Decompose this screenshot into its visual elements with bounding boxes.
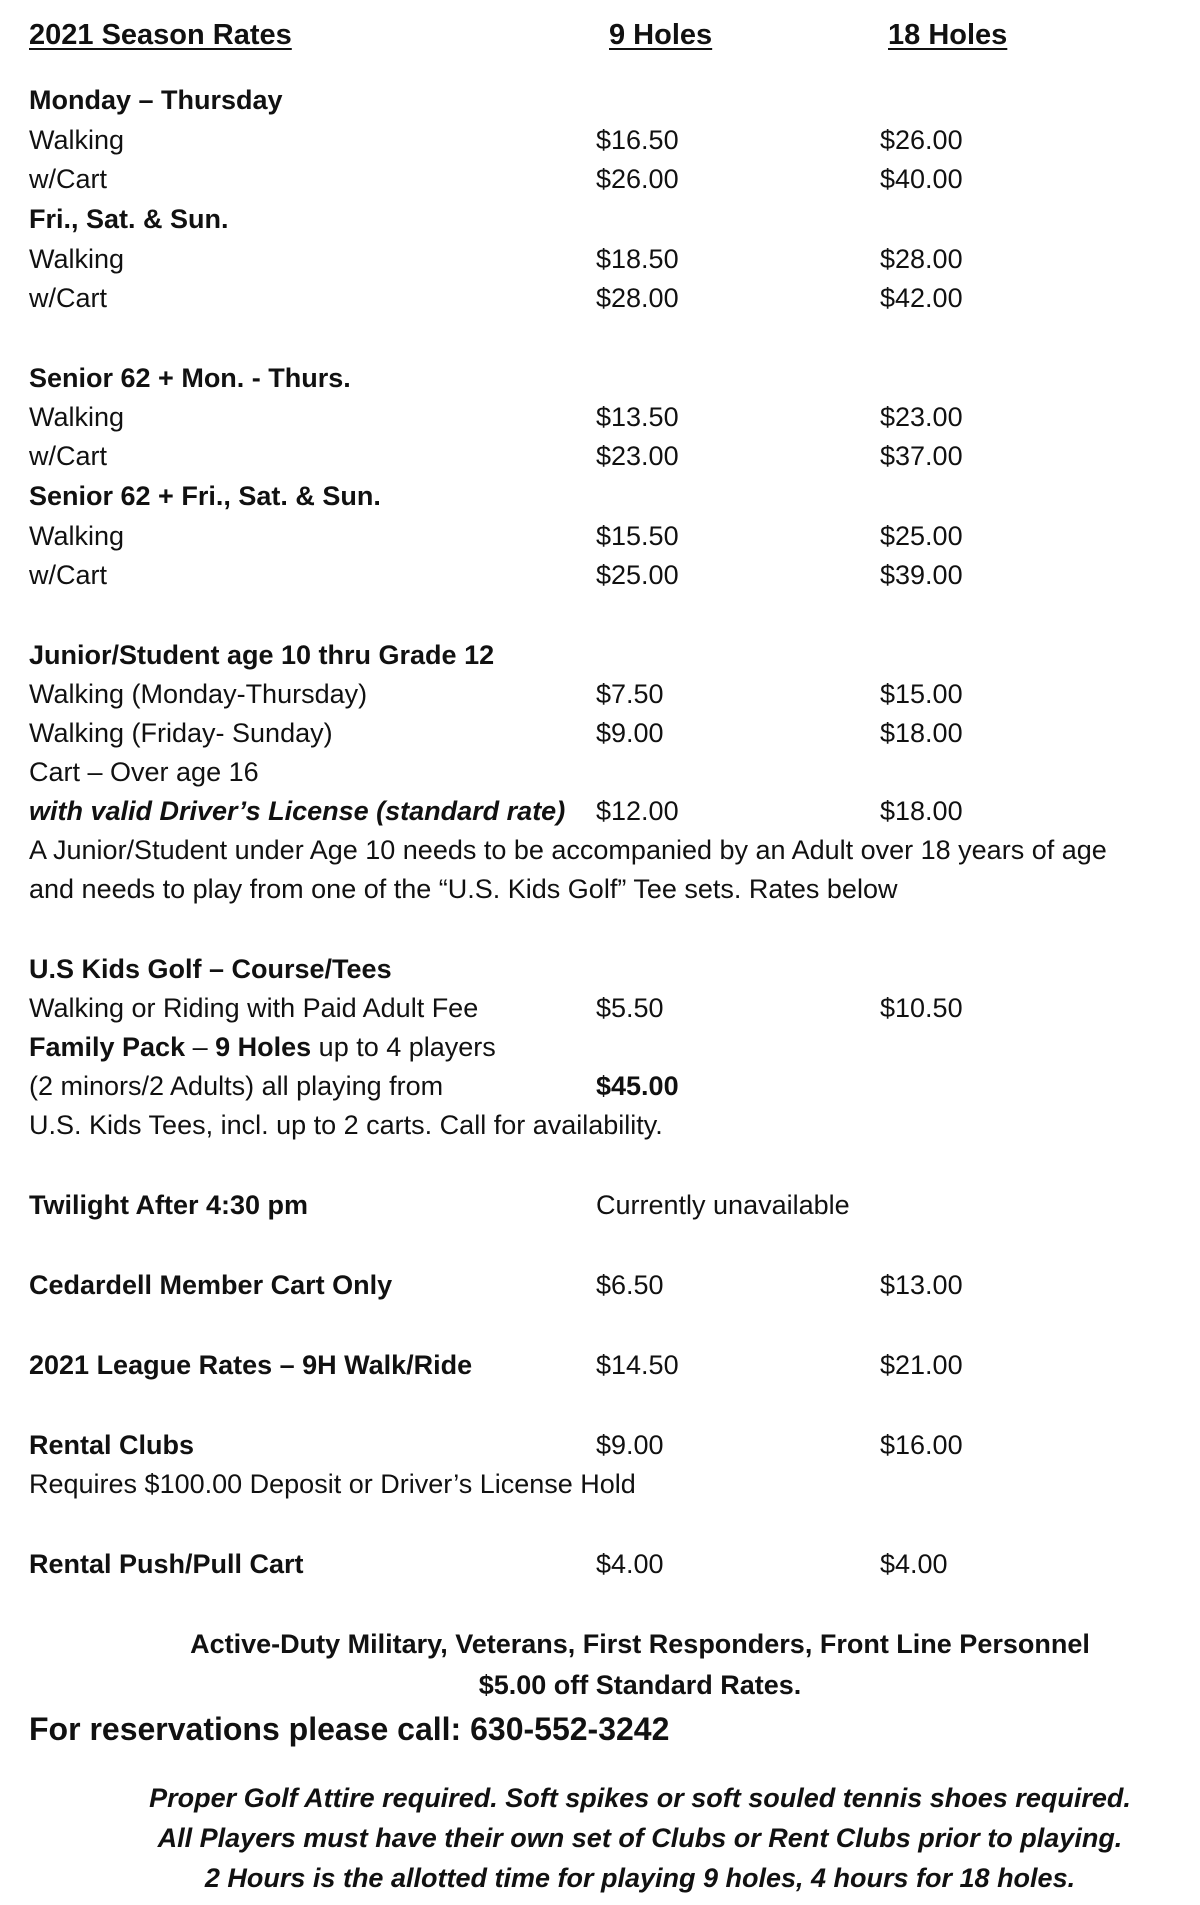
rate-row: w/Cart $23.00 $37.00 [29, 441, 963, 471]
rate-row-push-cart: Rental Push/Pull Cart $4.00 $4.00 [29, 1549, 948, 1579]
rate-row: Walking $16.50 $26.00 [29, 125, 963, 155]
junior-note: and needs to play from one of the “U.S. Kids Golf” Tee sets. Rates below [29, 874, 898, 904]
reservations-line: For reservations please call: 630-552-3242 [29, 1711, 670, 1747]
rate-row: w/Cart $28.00 $42.00 [29, 283, 963, 313]
section-heading-fri-sun: Fri., Sat. & Sun. [29, 204, 229, 234]
rate-row-member-cart: Cedardell Member Cart Only $6.50 $13.00 [29, 1270, 963, 1300]
military-discount: $5.00 off Standard Rates. [478, 1670, 802, 1700]
junior-note: A Junior/Student under Age 10 needs to be accompanied by an Adult over 18 years of age [29, 835, 1107, 865]
page-title: 2021 Season Rates [29, 19, 292, 51]
footer-note: All Players must have their own set of Clubs or Rent Clubs prior to playing. [157, 1823, 1123, 1853]
rate-row-twilight: Twilight After 4:30 pm Currently unavailable [29, 1190, 850, 1220]
rate-row-rental-clubs: Rental Clubs $9.00 $16.00 [29, 1430, 963, 1460]
junior-cart-label: Cart – Over age 16 [29, 757, 259, 787]
col-header-9-holes: 9 Holes [609, 19, 713, 51]
rate-row: w/Cart $25.00 $39.00 [29, 560, 963, 590]
family-pack-line: U.S. Kids Tees, incl. up to 2 carts. Call for availability. [29, 1110, 663, 1140]
rate-row: Walking or Riding with Paid Adult Fee $5.50 $10.50 [29, 993, 963, 1023]
rate-row: Walking $18.50 $28.00 [29, 244, 963, 274]
rate-row: Walking $13.50 $23.00 [29, 402, 963, 432]
rental-clubs-note: Requires $100.00 Deposit or Driver’s License Hold [29, 1469, 636, 1499]
section-heading-junior: Junior/Student age 10 thru Grade 12 [29, 640, 495, 670]
section-heading-senior-mon-thu: Senior 62 + Mon. - Thurs. [29, 363, 351, 393]
rate-row: w/Cart $26.00 $40.00 [29, 164, 963, 194]
family-pack-price: $45.00 [596, 1071, 679, 1101]
header-row [0, 16, 1200, 54]
rate-row: Walking (Monday-Thursday) $7.50 $15.00 [29, 679, 963, 709]
rate-row-league: 2021 League Rates – 9H Walk/Ride $14.50 $21.00 [29, 1350, 963, 1380]
rate-row: Walking (Friday- Sunday) $9.00 $18.00 [29, 718, 963, 748]
family-pack-line: Family Pack – 9 Holes up to 4 players [29, 1032, 496, 1062]
footer-note: 2 Hours is the allotted time for playing 9 holes, 4 hours for 18 holes. [204, 1863, 1076, 1893]
col-header-18-holes: 18 Holes [888, 19, 1008, 51]
section-heading-us-kids: U.S Kids Golf – Course/Tees [29, 954, 392, 984]
footer-note: Proper Golf Attire required. Soft spikes or soft souled tennis shoes required. [149, 1783, 1131, 1813]
rate-row: Walking $15.50 $25.00 [29, 521, 963, 551]
section-heading-senior-fri-sun: Senior 62 + Fri., Sat. & Sun. [29, 481, 381, 511]
military-discount: Active-Duty Military, Veterans, First Responders, Front Line Personnel [190, 1629, 1090, 1659]
rate-row-license: with valid Driver’s License (standard rate) $12.00 $18.00 [29, 796, 963, 826]
section-heading-mon-thu: Monday – Thursday [29, 85, 283, 115]
family-pack-label: Family Pack [29, 1032, 186, 1062]
family-pack-line: (2 minors/2 Adults) all playing from $45.00 [0, 1067, 1200, 1105]
